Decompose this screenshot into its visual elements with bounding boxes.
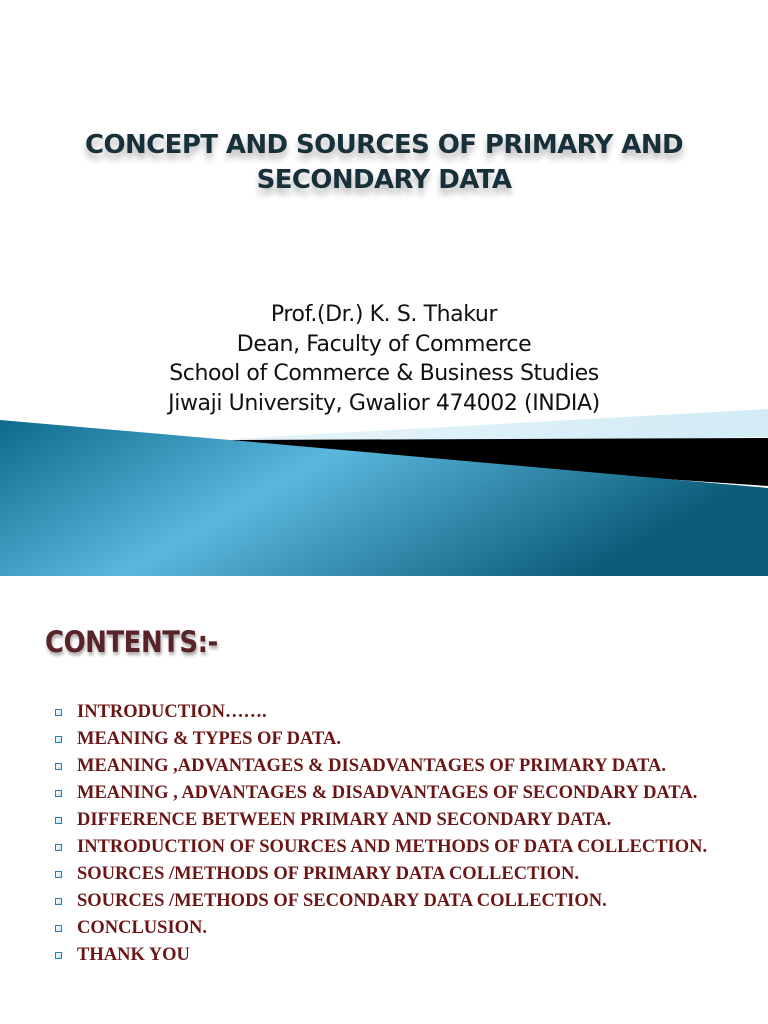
title-line: SECONDARY DATA bbox=[256, 165, 512, 195]
list-item bbox=[55, 782, 735, 805]
list-item bbox=[55, 944, 735, 967]
square-bullet-icon bbox=[55, 925, 62, 932]
list-item-text: MEANING , ADVANTAGES & DISADVANTAGES OF SECONDARY DATA. bbox=[77, 783, 698, 803]
contents-heading: CONTENTS:- bbox=[45, 626, 218, 660]
square-bullet-icon bbox=[55, 817, 62, 824]
list-item bbox=[55, 809, 735, 832]
author-school: School of Commerce & Business Studies bbox=[169, 361, 599, 386]
list-item bbox=[55, 917, 735, 940]
list-item bbox=[55, 728, 735, 751]
author-position: Dean, Faculty of Commerce bbox=[236, 331, 532, 357]
square-bullet-icon bbox=[55, 844, 62, 851]
title-line: CONCEPT AND SOURCES OF PRIMARY AND bbox=[85, 130, 683, 160]
author-name: Prof.(Dr.) K. S. Thakur bbox=[270, 302, 498, 327]
list-item bbox=[55, 701, 735, 724]
list-item-text: MEANING & TYPES OF DATA. bbox=[77, 729, 341, 749]
list-item bbox=[55, 863, 735, 886]
square-bullet-icon bbox=[55, 952, 62, 959]
list-item-text: CONCLUSION. bbox=[77, 918, 208, 938]
author-university: Jiwaji University, Gwalior 474002 (INDIA) bbox=[168, 390, 600, 416]
list-item-text: MEANING ,ADVANTAGES & DISADVANTAGES OF PRIMARY DATA. bbox=[77, 756, 666, 776]
contents-slide bbox=[0, 576, 768, 1024]
square-bullet-icon bbox=[55, 871, 62, 878]
list-item-text: INTRODUCTION……. bbox=[77, 702, 267, 722]
square-bullet-icon bbox=[55, 763, 62, 770]
list-item-text: SOURCES /METHODS OF PRIMARY DATA COLLECTION. bbox=[77, 864, 579, 884]
list-item-text: SOURCES /METHODS OF SECONDARY DATA COLLECTION. bbox=[77, 891, 607, 911]
square-bullet-icon bbox=[55, 709, 62, 716]
pale-band bbox=[230, 409, 768, 440]
list-item-text: DIFFERENCE BETWEEN PRIMARY AND SECONDARY DATA. bbox=[77, 810, 612, 830]
list-item-text: INTRODUCTION OF SOURCES AND METHODS OF DATA COLLECTION. bbox=[77, 837, 708, 857]
list-item bbox=[55, 755, 735, 778]
list-item bbox=[55, 836, 735, 859]
list-item-text: THANK YOU bbox=[77, 945, 190, 965]
square-bullet-icon bbox=[55, 736, 62, 743]
square-bullet-icon bbox=[55, 790, 62, 797]
square-bullet-icon bbox=[55, 898, 62, 905]
list-item bbox=[55, 890, 735, 913]
contents-list bbox=[55, 701, 735, 971]
